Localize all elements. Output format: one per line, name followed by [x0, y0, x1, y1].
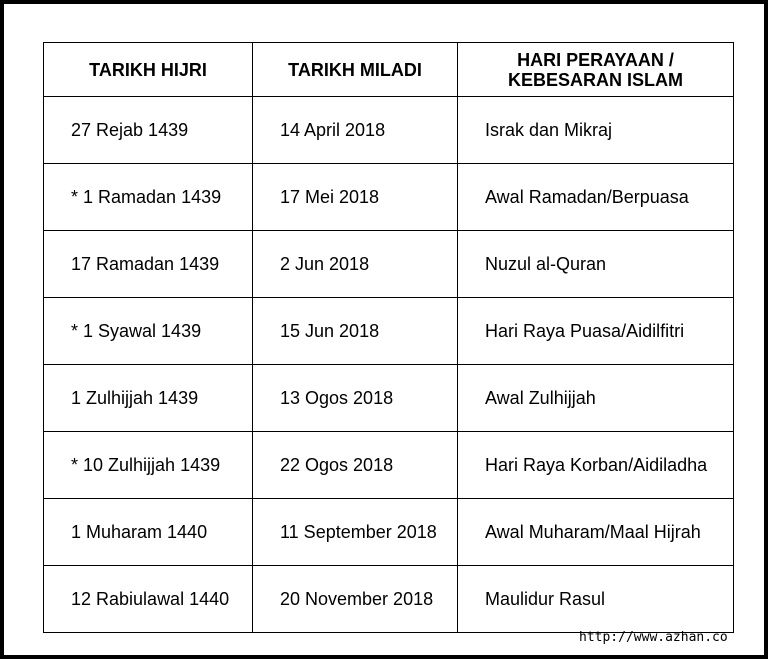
cell-perayaan: Awal Muharam/Maal Hijrah — [458, 499, 734, 566]
cell-perayaan: Israk dan Mikraj — [458, 97, 734, 164]
header-hari-perayaan — [458, 43, 734, 97]
header-hari-perayaan-line1: HARI PERAYAAN / — [517, 49, 674, 70]
cell-miladi: 17 Mei 2018 — [253, 164, 458, 231]
table-header-row — [44, 43, 734, 97]
cell-hijri: 27 Rejab 1439 — [44, 97, 253, 164]
cell-miladi: 15 Jun 2018 — [253, 298, 458, 365]
cell-miladi: 22 Ogos 2018 — [253, 432, 458, 499]
table-row — [44, 566, 734, 633]
cell-miladi: 13 Ogos 2018 — [253, 365, 458, 432]
header-tarikh-hijri: TARIKH HIJRI — [44, 43, 253, 97]
islamic-calendar-table — [43, 42, 734, 633]
header-hari-perayaan-line2: KEBESARAN ISLAM — [507, 69, 683, 90]
table-row — [44, 432, 734, 499]
header-tarikh-miladi: TARIKH MILADI — [253, 43, 458, 97]
table-row — [44, 97, 734, 164]
cell-perayaan: Nuzul al-Quran — [458, 231, 734, 298]
cell-hijri: 1 Muharam 1440 — [44, 499, 253, 566]
cell-perayaan: Hari Raya Korban/Aidiladha — [458, 432, 734, 499]
cell-hijri: * 10 Zulhijjah 1439 — [44, 432, 253, 499]
table-row — [44, 164, 734, 231]
table-row — [44, 365, 734, 432]
cell-perayaan: Maulidur Rasul — [458, 566, 734, 633]
table-row — [44, 231, 734, 298]
cell-hijri: * 1 Syawal 1439 — [44, 298, 253, 365]
cell-perayaan: Awal Ramadan/Berpuasa — [458, 164, 734, 231]
cell-miladi: 2 Jun 2018 — [253, 231, 458, 298]
cell-perayaan: Awal Zulhijjah — [458, 365, 734, 432]
cell-hijri: 12 Rabiulawal 1440 — [44, 566, 253, 633]
cell-perayaan: Hari Raya Puasa/Aidilfitri — [458, 298, 734, 365]
table-row — [44, 298, 734, 365]
cell-hijri: * 1 Ramadan 1439 — [44, 164, 253, 231]
cell-miladi: 14 April 2018 — [253, 97, 458, 164]
cell-hijri: 1 Zulhijjah 1439 — [44, 365, 253, 432]
cell-miladi: 20 November 2018 — [253, 566, 458, 633]
cell-hijri: 17 Ramadan 1439 — [44, 231, 253, 298]
cell-miladi: 11 September 2018 — [253, 499, 458, 566]
table-row — [44, 499, 734, 566]
source-url-watermark: http://www.azhan.co — [579, 630, 728, 645]
